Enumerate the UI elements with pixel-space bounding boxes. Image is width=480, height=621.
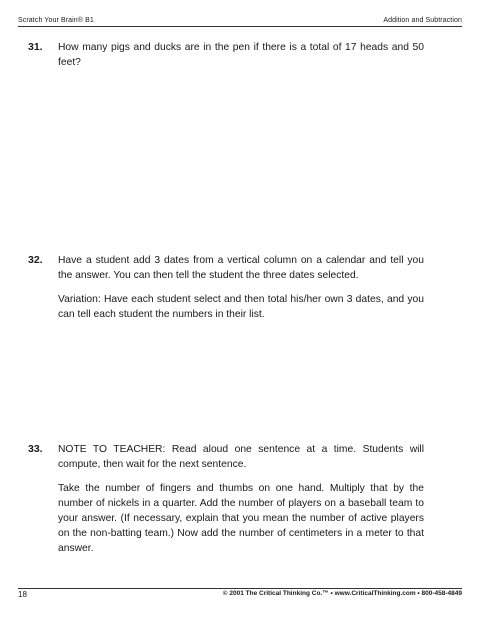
footer-divider: [18, 588, 462, 589]
section-title: Addition and Subtraction: [383, 17, 462, 24]
teacher-note: NOTE TO TEACHER: Read aloud one sentence at a time. Students will compute, then wait for the next sentence.: [58, 444, 424, 470]
problem-32: [28, 253, 424, 331]
page-footer: [18, 590, 462, 599]
book-title: Scratch Your Brain® B1: [18, 17, 94, 24]
copyright-notice: © 2001 The Critical Thinking Co.™ • www.CriticalThinking.com • 800-458-4849: [222, 590, 462, 597]
problem-33: [28, 442, 424, 565]
header-divider: [18, 26, 462, 27]
problem-text: How many pigs and ducks are in the pen if there is a total of 17 heads and 50 feet?: [58, 42, 424, 68]
problem-number: 33.: [28, 443, 43, 455]
problem-text: Have a student add 3 dates from a vertical column on a calendar and tell you the answer. You can then tell the student the three dates selected.: [58, 255, 424, 281]
problem-31: [28, 40, 424, 79]
page-number: 18: [18, 590, 27, 599]
problem-text: Take the number of fingers and thumbs on one hand. Multiply that by the number of nickels in a quarter. Add the number of players on a baseball team to your answer. (If necessary, explain that you mean the number of active players on the non-batting team.) Now add the number of centimeters in a meter to that answer.: [58, 483, 424, 554]
problem-number: 32.: [28, 254, 43, 266]
problem-variation: Variation: Have each student select and then total his/her own 3 dates, and you can tell each student the numbers in their list.: [58, 294, 424, 320]
page-header: [18, 10, 462, 24]
problem-number: 31.: [28, 41, 43, 53]
